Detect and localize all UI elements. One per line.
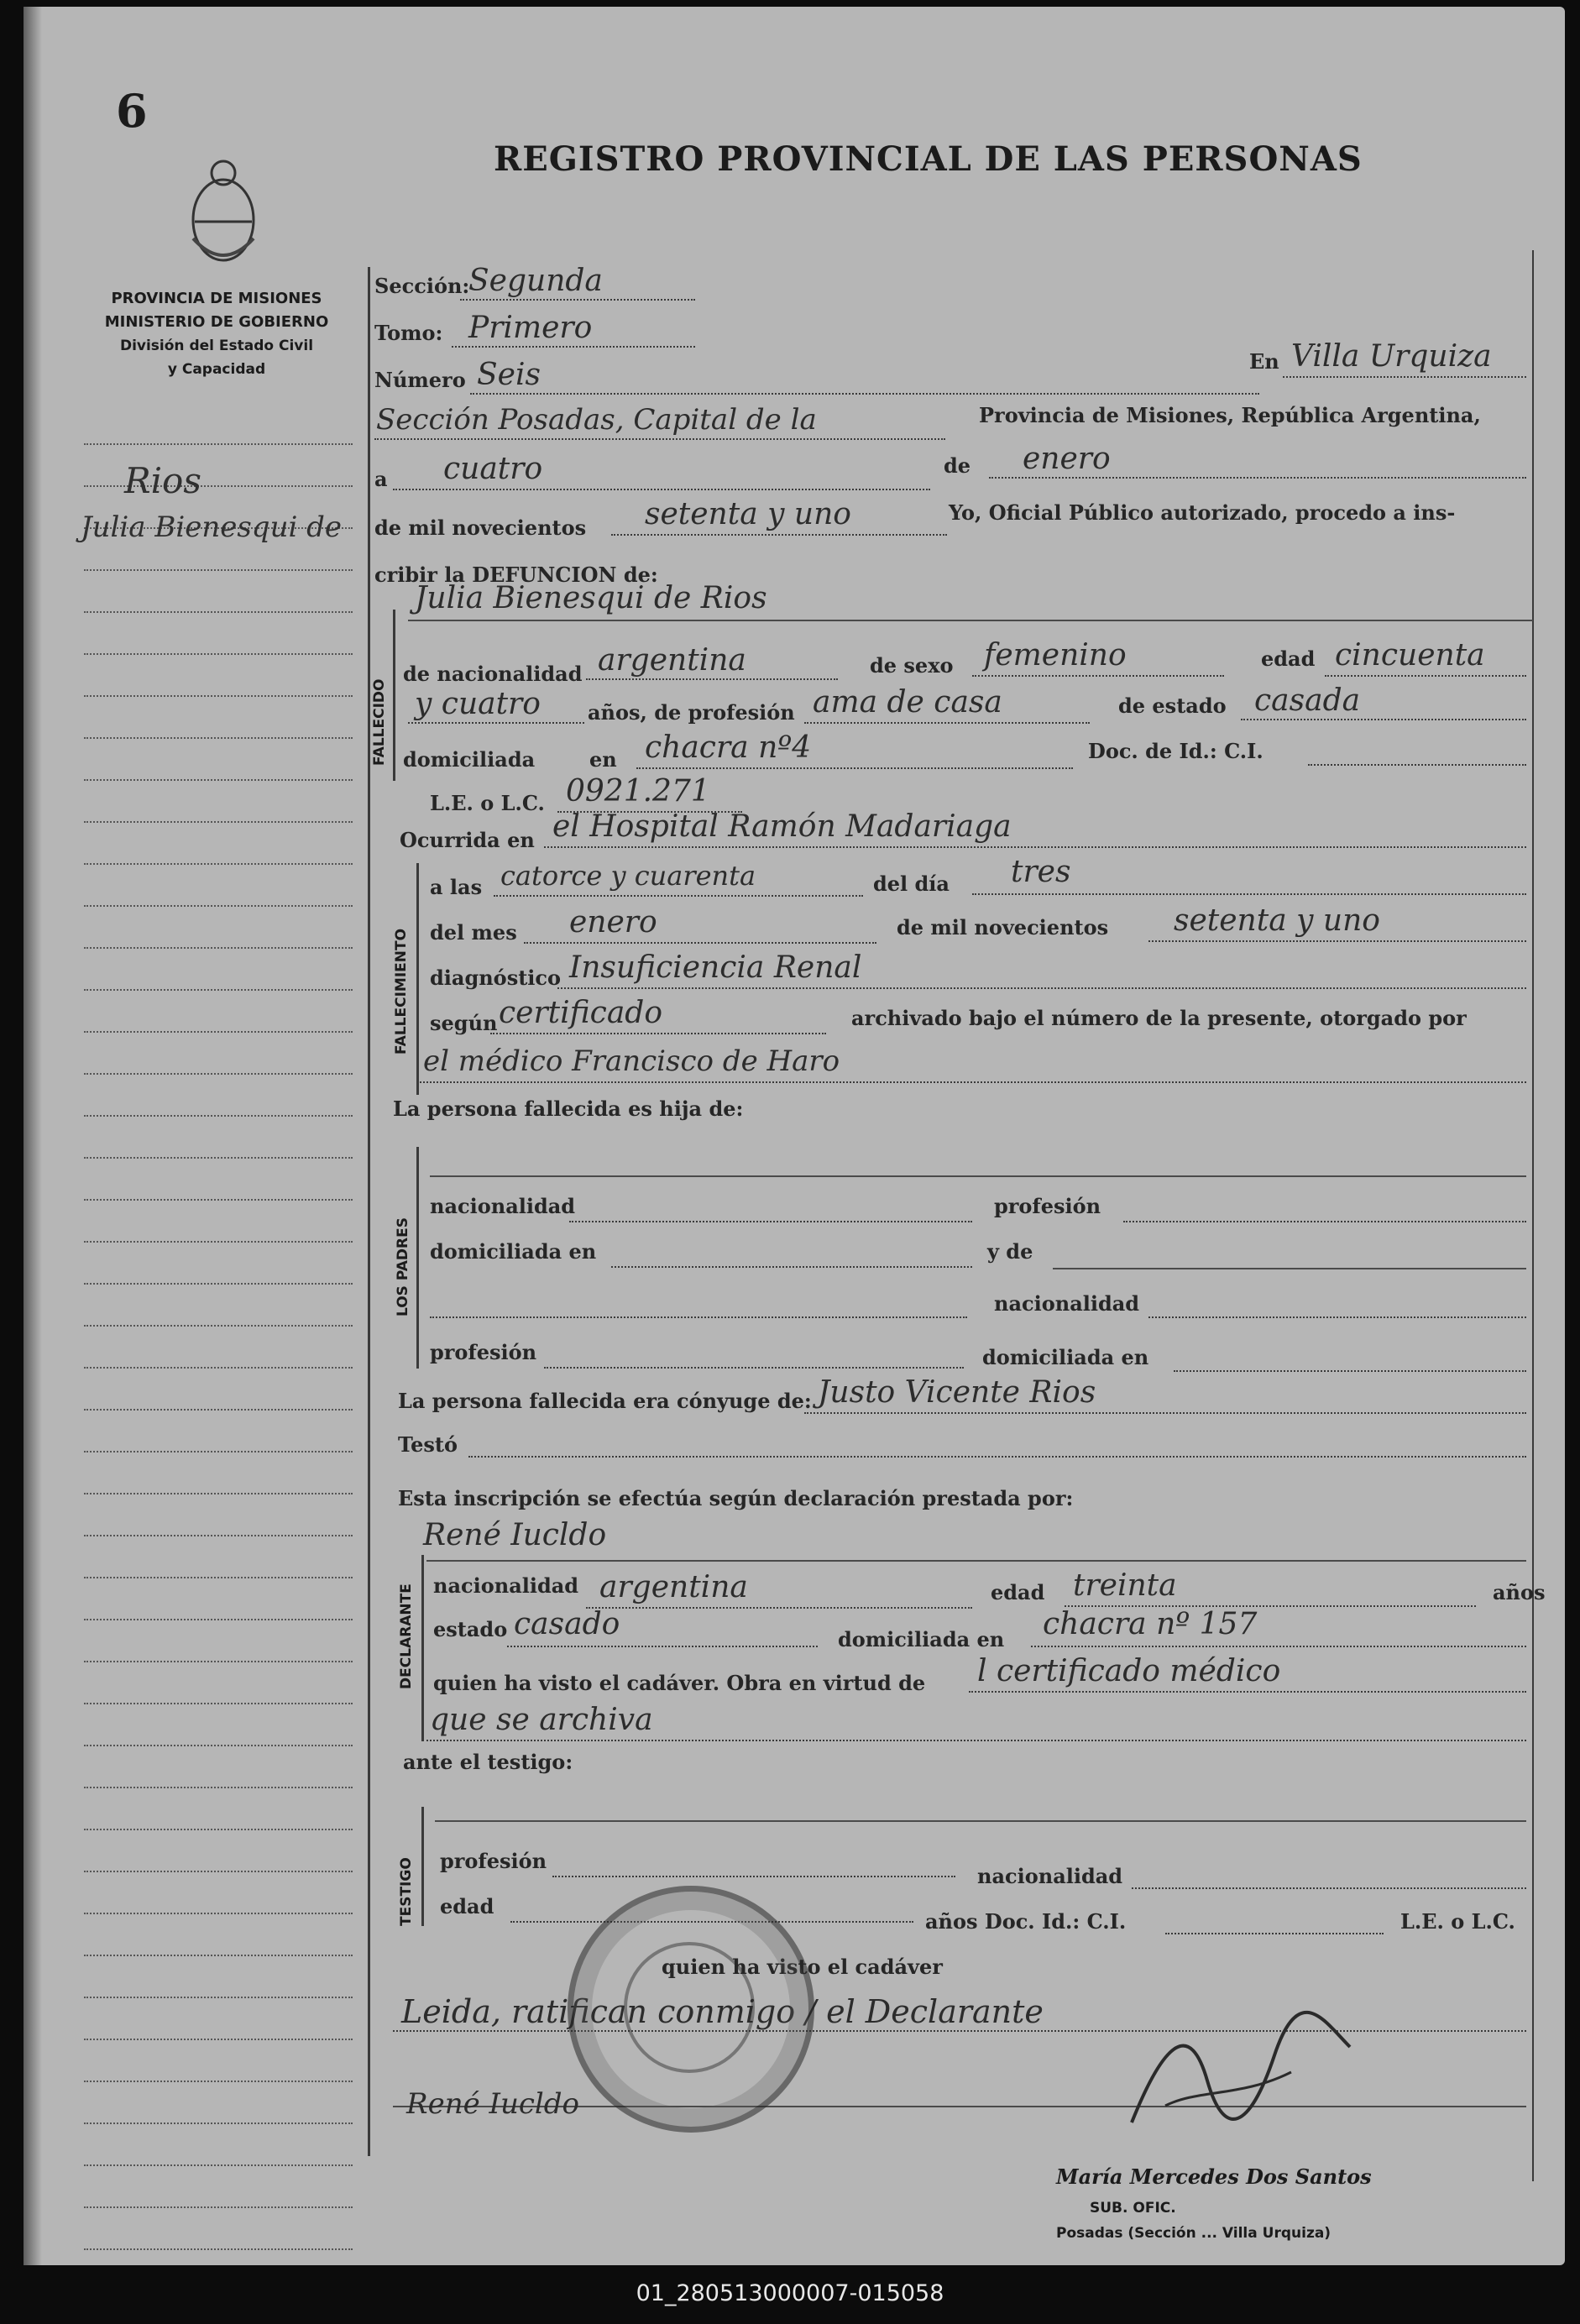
padres-nac-label: nacionalidad [430, 1194, 576, 1218]
margin-rule-line [84, 737, 353, 739]
margin-rule-line [84, 1619, 353, 1620]
margin-rule-line [84, 1073, 353, 1075]
declarante-signature: René Iucldo [406, 2087, 580, 2121]
padres-yde-label: y de [987, 1239, 1033, 1264]
margin-rule-line [84, 1829, 353, 1830]
fallecido-nombre-line [408, 620, 1533, 621]
margin-rule-line [84, 1577, 353, 1578]
seccion-capital-line [374, 438, 945, 440]
margin-rule-line [84, 569, 353, 571]
diag-value: Insuficiencia Renal [569, 950, 862, 985]
en-value: Villa Urquiza [1291, 339, 1492, 374]
profesion-line [804, 722, 1090, 724]
decl-nac-label: nacionalidad [433, 1573, 579, 1598]
numero-line [470, 393, 1259, 395]
hora-line [494, 895, 863, 897]
le-label: L.E. o L.C. [430, 791, 545, 815]
margin-rule-line [84, 443, 353, 445]
testigo-bracket [421, 1807, 424, 1926]
padres-prof2-label: profesión [430, 1340, 537, 1364]
segun-value: certificado [499, 996, 663, 1030]
issuer-capacidad: y Capacidad [167, 361, 266, 378]
segun-label: según [430, 1011, 498, 1035]
dia-label: del día [873, 872, 950, 896]
testigo-quien: quien ha visto el cadáver [662, 1955, 943, 1979]
doc-line [1308, 764, 1526, 766]
margin-rule-line [84, 1241, 353, 1243]
doc-label: Doc. de Id.: C.I. [1088, 739, 1263, 763]
margin-rule-line [84, 1871, 353, 1872]
fallecido-side-label: FALLECIDO [371, 678, 388, 766]
segun-line [490, 1033, 826, 1034]
margin-rule-line [84, 1913, 353, 1914]
edad-value: cincuenta [1335, 638, 1485, 673]
anio-fallec-line [1148, 940, 1526, 942]
le-value: 0921.271 [566, 774, 710, 809]
mes-line [989, 477, 1526, 479]
margin-rule-line [84, 779, 353, 781]
ocurrida-value: el Hospital Ramón Madariaga [552, 809, 1012, 844]
testigo-edad-label: edad [440, 1894, 494, 1918]
padres-prof-label: profesión [994, 1194, 1101, 1218]
official-seal-stamp [568, 1886, 814, 2133]
main-left-border [368, 267, 370, 2156]
mes-label: del mes [430, 920, 517, 945]
a-label: a [374, 467, 388, 491]
officer-name: María Mercedes Dos Santos [1056, 2164, 1372, 2189]
margin-rule-line [84, 1409, 353, 1411]
decl-nac-line [586, 1607, 972, 1609]
padres-nac2-label: nacionalidad [994, 1291, 1140, 1316]
margin-rule-line [84, 1199, 353, 1201]
decl-cadaver-text: quien ha visto el cadáver. Obra en virtud de [433, 1671, 926, 1695]
margin-rule-line [84, 2039, 353, 2040]
declarante-intro: Esta inscripción se efectúa según declaración prestada por: [398, 1486, 1074, 1510]
margin-rule-line [84, 1451, 353, 1452]
estado-label: de estado [1118, 694, 1227, 718]
edad2-line [408, 722, 584, 724]
nac-label: de nacionalidad [403, 662, 583, 686]
testigo-nac-label: nacionalidad [977, 1864, 1123, 1888]
padres-side-label: LOS PADRES [395, 1217, 411, 1316]
en-line [1283, 376, 1526, 378]
mil-fallec-label: de mil novecientos [897, 915, 1109, 940]
testigo-ante: ante el testigo: [403, 1750, 573, 1774]
sexo-line [972, 675, 1224, 677]
declarante-nombre-line [426, 1560, 1526, 1562]
decl-obra2-value: que se archiva [430, 1703, 653, 1737]
diag-label: diagnóstico [430, 966, 562, 990]
decl-dom-value: chacra nº 157 [1043, 1607, 1258, 1641]
margin-rule-line [84, 653, 353, 655]
margin-rule-line [84, 611, 353, 613]
estado-value: casada [1254, 683, 1361, 718]
margin-rule-line [84, 1787, 353, 1788]
decl-obra-value: l certificado médico [977, 1654, 1281, 1688]
mes-value: enero [1023, 442, 1111, 476]
diag-line [557, 987, 1526, 989]
provincia-text: Provincia de Misiones, República Argentina, [979, 403, 1481, 427]
margin-rule-line [84, 2248, 353, 2250]
tomo-value: Primero [468, 311, 593, 345]
testigo-doc-line [1165, 1933, 1384, 1934]
decl-estado-value: casado [514, 1607, 620, 1641]
declarante-side-label: DECLARANTE [398, 1583, 415, 1689]
seccion-line [460, 299, 695, 301]
margin-rule-line [84, 1157, 353, 1159]
declarante-bracket [421, 1555, 424, 1741]
nac-value: argentina [598, 643, 746, 678]
mes-fallec-line [524, 942, 876, 944]
margin-rule-line [84, 821, 353, 823]
sexo-label: de sexo [870, 653, 954, 678]
margin-rule-line [84, 1325, 353, 1327]
decl-edad-label: edad [991, 1580, 1045, 1604]
dia-value: cuatro [443, 452, 543, 486]
tomo-line [452, 346, 695, 348]
estado-line [1241, 719, 1526, 720]
issuer-ministry: MINISTERIO DE GOBIERNO [104, 313, 329, 331]
padres-prof-line [1123, 1221, 1526, 1222]
officer-office: Posadas (Sección ... Villa Urquiza) [1056, 2225, 1331, 2242]
profesion-value: ama de casa [813, 685, 1002, 720]
main-right-border [1532, 250, 1534, 2181]
decl-estado-label: estado [433, 1617, 508, 1641]
edad-line [1325, 675, 1526, 677]
margin-rule-line [84, 1283, 353, 1285]
decl-obra-line [969, 1691, 1526, 1693]
mil-label: de mil novecientos [374, 516, 587, 540]
issuer-province: PROVINCIA DE MISIONES [111, 290, 322, 307]
margin-rule-line [84, 2164, 353, 2166]
testo-label: Testó [398, 1432, 458, 1457]
fallecido-nombre: Julia Bienesqui de Rios [415, 581, 767, 615]
ocurrida-line [544, 846, 1526, 848]
testigo-nac-line [1132, 1887, 1526, 1889]
conyuge-value: Justo Vicente Rios [818, 1375, 1096, 1410]
issuer-division: División del Estado Civil [119, 338, 314, 354]
domicilio-value: chacra nº4 [645, 730, 812, 765]
margin-rule-line [84, 1745, 353, 1746]
margin-rule-line [84, 989, 353, 991]
mes-fallec-value: enero [569, 905, 657, 940]
de-label: de [944, 453, 971, 478]
numero-value: Seis [477, 358, 541, 392]
padres-nac2-line [1148, 1316, 1526, 1318]
declarante-nombre: René Iucldo [423, 1518, 607, 1552]
margin-rule-line [84, 1535, 353, 1536]
margin-rule-line [84, 1031, 353, 1033]
domicilio-line [636, 767, 1073, 769]
ocurrida-label: Ocurrida en [400, 828, 535, 852]
image-caption: 01_280513000007-015058 [636, 2280, 944, 2306]
anio-line [611, 534, 947, 536]
en-label: En [1249, 349, 1279, 374]
hora-label: a las [430, 875, 483, 899]
margin-rule-line [84, 1661, 353, 1662]
dom-label: domiciliada [403, 747, 536, 772]
edad-label: edad [1261, 646, 1316, 671]
fallecimiento-bracket [416, 863, 419, 1095]
margin-rule-line [84, 1955, 353, 1956]
padres-nac-line [569, 1221, 972, 1222]
anio-fallec-value: setenta y uno [1174, 903, 1380, 938]
yo-text: Yo, Oficial Público autorizado, procedo a ins- [949, 500, 1456, 525]
dom-en-label: en [589, 747, 617, 772]
cribir-text: cribir la DEFUNCION de: [374, 563, 658, 587]
testo-line [468, 1456, 1526, 1458]
seccion-capital: Sección Posadas, Capital de la [376, 403, 817, 437]
padres-dom-label: domiciliada en [430, 1239, 597, 1264]
decl-edad-value: treinta [1073, 1568, 1177, 1603]
margin-rule-line [84, 2206, 353, 2208]
conyuge-line [804, 1412, 1526, 1414]
padres-yde-line [1053, 1268, 1526, 1269]
decl-dom-label: domiciliada en [838, 1627, 1005, 1651]
margin-rule-line [84, 947, 353, 949]
conyuge-label: La persona fallecida era cónyuge de: [398, 1389, 812, 1413]
margin-rule-line [84, 1997, 353, 1998]
dia-fallec-value: tres [1011, 855, 1071, 889]
archivado-text: archivado bajo el número de la presente, otorgado por [851, 1006, 1467, 1030]
margin-rule-line [84, 2122, 353, 2124]
register-page [24, 7, 1565, 2265]
margin-rule-line [84, 1115, 353, 1117]
page-number: 6 [116, 84, 148, 138]
decl-estado-line [507, 1646, 818, 1647]
seccion-value: Segunda [468, 264, 603, 298]
sexo-value: femenino [984, 638, 1127, 673]
officer-title: SUB. OFIC. [1090, 2200, 1176, 2217]
padres-dom2-line [1174, 1370, 1526, 1372]
hora-value: catorce y cuarenta [500, 860, 756, 892]
padres-blank-line [430, 1316, 967, 1318]
hija-label: La persona fallecida es hija de: [393, 1097, 744, 1121]
nac-line [586, 678, 838, 680]
decl-obra2-line [426, 1740, 1526, 1741]
tomo-label: Tomo: [374, 321, 443, 345]
margin-rule-line [84, 1367, 353, 1369]
margin-name: Julia Bienesqui de [81, 510, 343, 544]
padres-bracket [416, 1147, 419, 1369]
testigo-prof-line [552, 1876, 955, 1877]
margin-rule-line [84, 695, 353, 697]
decl-dom-line [1031, 1646, 1526, 1647]
dia-line [393, 489, 930, 490]
fallecimiento-side-label: FALLECIMIENTO [393, 928, 410, 1055]
fallecido-bracket [393, 610, 395, 781]
coat-of-arms-icon [188, 154, 259, 265]
padres-prof2-line [544, 1367, 964, 1369]
decl-anios-label: años [1493, 1580, 1546, 1604]
margin-rule-line [84, 863, 353, 865]
testigo-side-label: TESTIGO [398, 1857, 415, 1926]
dia-fallec-line [972, 893, 1526, 895]
testigo-le-label: L.E. o L.C. [1400, 1909, 1515, 1934]
prof-label: años, de profesión [588, 700, 795, 725]
officer-signature-icon [1115, 2005, 1367, 2139]
medico-value: el médico Francisco de Haro [423, 1044, 840, 1078]
medico-line [416, 1081, 1526, 1083]
margin-rule-line [84, 905, 353, 907]
testigo-doc-label: años Doc. Id.: C.I. [925, 1909, 1127, 1934]
anio-value: setenta y uno [645, 497, 851, 531]
testigo-name-line [435, 1820, 1526, 1822]
testigo-prof-label: profesión [440, 1849, 547, 1873]
seccion-label: Sección: [374, 274, 470, 298]
page-title: REGISTRO PROVINCIAL DE LAS PERSONAS [494, 139, 1363, 179]
margin-surname: Rios [124, 460, 201, 501]
margin-rule-line [84, 1703, 353, 1704]
edad-value-2: y cuatro [415, 687, 541, 721]
margin-rule-line [84, 1493, 353, 1494]
leida-text: Leida, ratifican conmigo / el Declarante [401, 1993, 1044, 2030]
margin-rule-line [84, 2081, 353, 2082]
decl-nac-value: argentina [599, 1570, 748, 1604]
issuer-block [91, 287, 343, 381]
padres-dom-line [611, 1266, 972, 1268]
padres-name-line [430, 1175, 1526, 1177]
padres-dom2-label: domiciliada en [982, 1345, 1149, 1369]
numero-label: Número [374, 368, 466, 392]
